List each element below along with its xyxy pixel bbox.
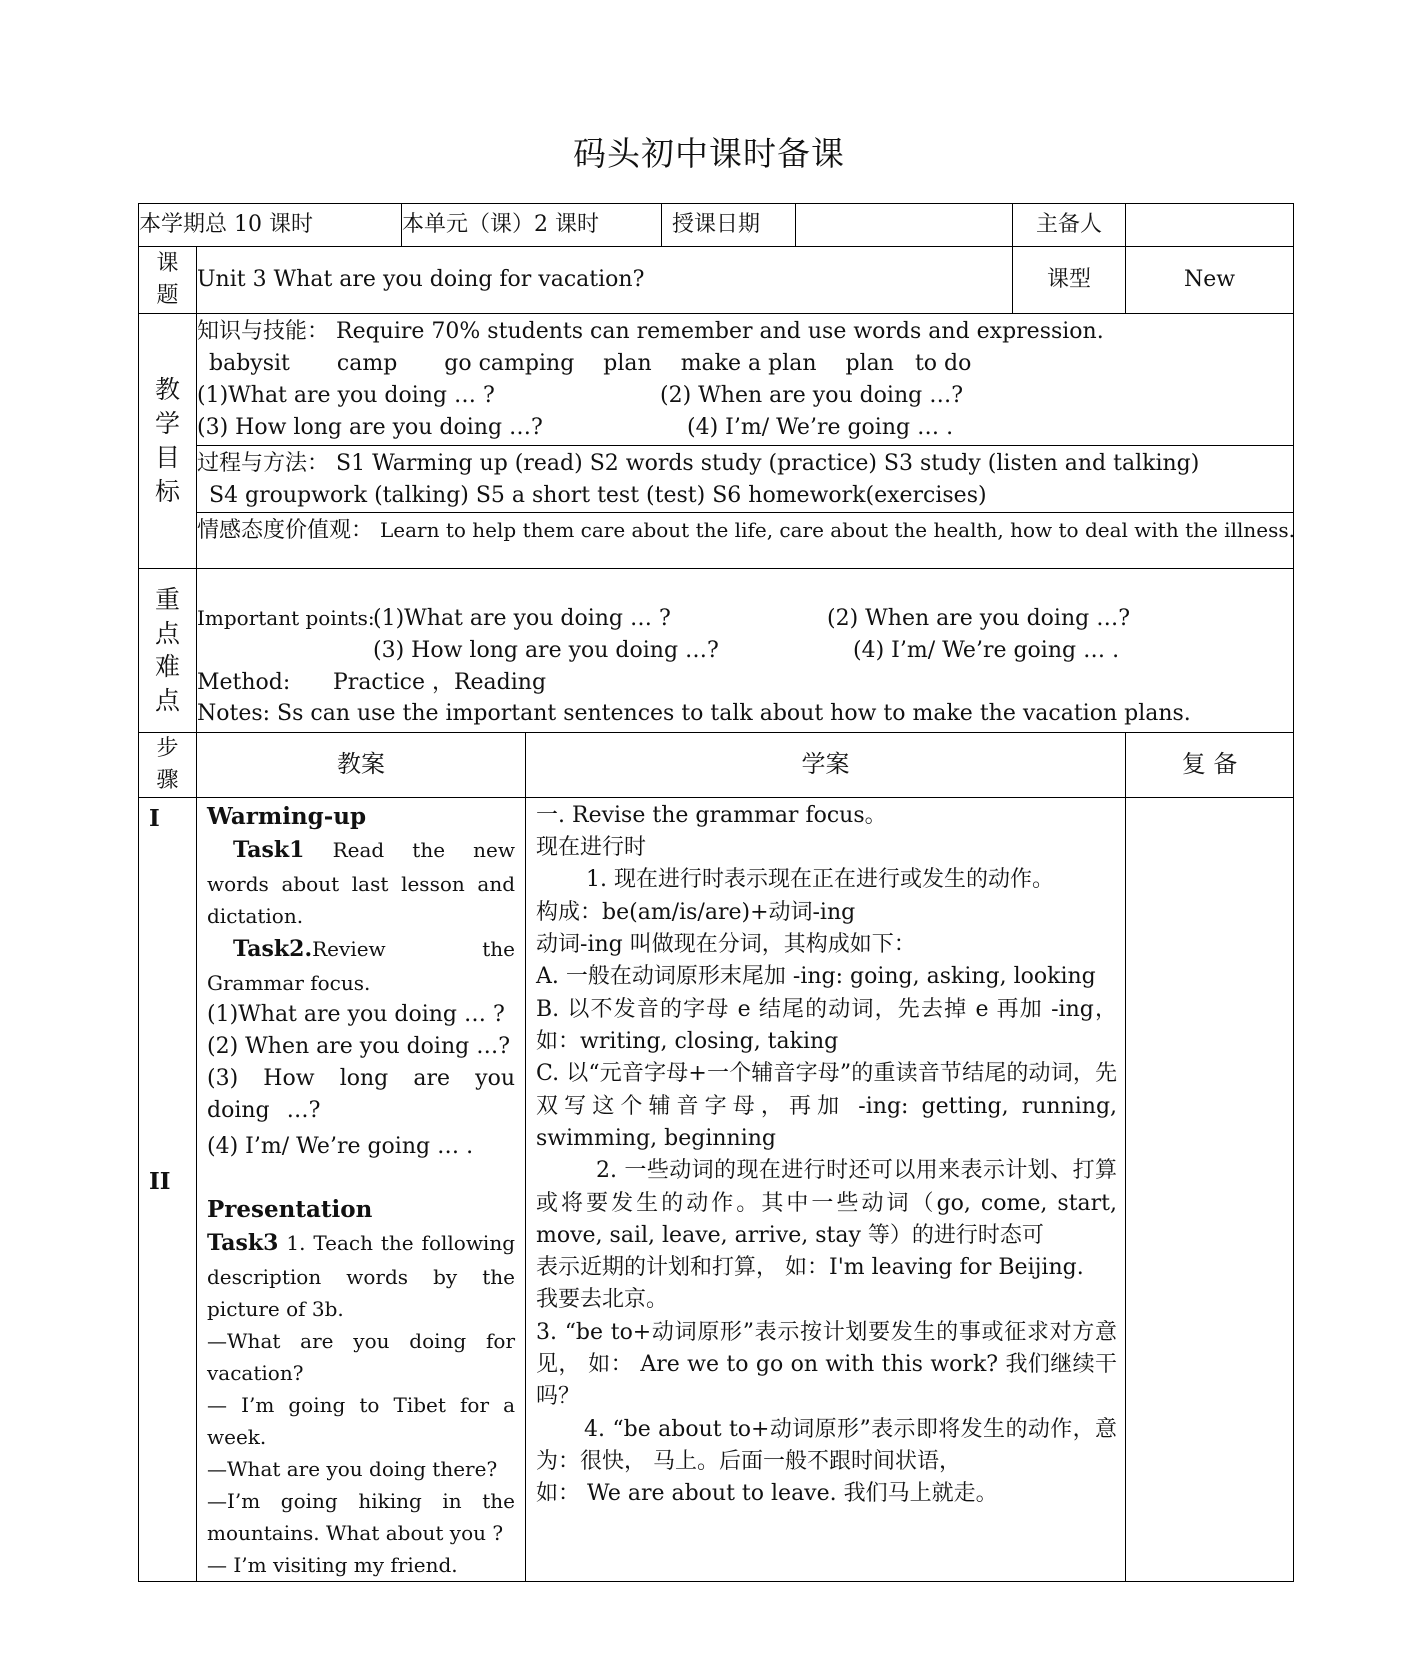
unit-hours-cell xyxy=(402,204,662,247)
learning-line-1: 一. Revise the grammar focus。 xyxy=(536,802,887,828)
process-line-2: S4 groupwork (talking) S5 a short test (test) S6 homework(exercises) xyxy=(209,482,987,508)
semester-total: 本学期总 10 课时 xyxy=(139,212,313,238)
steps-column xyxy=(139,797,197,1582)
presentation-title: Presentation xyxy=(207,1195,373,1223)
lesson-type-value: New xyxy=(1126,247,1294,314)
review-cell xyxy=(1126,797,1294,1582)
key-points-row xyxy=(139,568,1294,732)
content-row xyxy=(139,797,1294,1582)
sentence-line-1: (1)What are you doing … ? (2) When are you doing …? xyxy=(197,382,964,408)
warmup-title: Warming-up xyxy=(207,802,367,830)
review-q2: (2) When are you doing …? xyxy=(207,1034,511,1060)
learning-line-11: 我要去北京。 xyxy=(536,1287,669,1313)
steps-header: 步 骤 xyxy=(139,732,197,797)
learning-line-12: 3. “be to+动词原形”表示按计划要发生的事或征求对方意见， 如： Are we to go on with this work? 我们继续干吗？ xyxy=(536,1319,1118,1410)
learning-line-8: C. 以“元音字母+一个辅音字母”的重读音节结尾的动词，先双写这个辅音字母，再加 -ing: getting, running, swimming, beginning xyxy=(536,1061,1118,1151)
dialog-line-4: —I’m going hiking in the mountains. What about you ? xyxy=(207,1489,516,1546)
task1: Task1 Read the new words about last lesson and dictation. xyxy=(207,836,516,929)
knowledge-cell xyxy=(197,314,1294,446)
preparer-label: 主备人 xyxy=(1013,204,1126,247)
learning-line-3: 1. 现在进行时表示现在正在进行或发生的动作。 xyxy=(586,867,1055,893)
dialog-line-1: —What are you doing for vacation? xyxy=(207,1329,516,1386)
teaching-plan-header: 教案 xyxy=(197,732,526,797)
step-2: II xyxy=(149,1167,171,1195)
process-label: 过程与方法： xyxy=(197,451,330,476)
emotion-text: Learn to help them care about the life, care about the health, how to deal with the illness. xyxy=(380,517,1295,542)
step-1: I xyxy=(149,804,160,832)
objectives-process-row xyxy=(139,446,1294,513)
review-q3: (3) How long are you doing …? xyxy=(207,1066,516,1123)
topic-text: Unit 3 What are you doing for vacation? xyxy=(197,247,1013,314)
unit-hours: 本单元（课）2 课时 xyxy=(402,212,600,238)
task3: Task3 1. Teach the following description words by the picture of 3b. xyxy=(207,1230,516,1322)
word-list: babysit camp go camping plan make a plan plan to do xyxy=(209,350,972,376)
sentence-line-2: (3) How long are you doing …? (4) I’m/ We’re going … . xyxy=(197,414,954,440)
process-line-1: 过程与方法： S1 Warming up (read) S2 words study (practice) S3 study (listen and talking) xyxy=(197,451,1200,476)
lesson-type-label: 课型 xyxy=(1013,247,1126,314)
key-points-label: 重 点 难 点 xyxy=(139,568,197,732)
dialog-line-2: — I’m going to Tibet for a week. xyxy=(207,1393,516,1450)
teaching-plan-cell xyxy=(197,797,526,1582)
learning-line-6: A. 一般在动词原形末尾加 -ing: going, asking, looking xyxy=(536,964,1096,990)
topic-label: 课 题 xyxy=(139,247,197,314)
preparer-value xyxy=(1126,204,1294,247)
learning-line-14: 如： We are about to leave. 我们马上就走。 xyxy=(536,1481,998,1507)
learning-line-13: 4. “be about to+动词原形”表示即将发生的动作，意为：很快， 马上。后面一般不跟时间状语， xyxy=(536,1416,1118,1475)
objectives-emotion-row xyxy=(139,512,1294,568)
emotion-cell xyxy=(197,512,1294,568)
review-q4: (4) I’m/ We’re going … . xyxy=(207,1133,474,1159)
column-header-row xyxy=(139,732,1294,797)
process-cell xyxy=(197,446,1294,513)
task2: Task2.Review the Grammar focus. xyxy=(207,936,516,996)
objectives-label: 教 学 目 标 xyxy=(139,314,197,569)
emotion-label: 情感态度价值观： xyxy=(197,517,374,543)
objectives-knowledge-row xyxy=(139,314,1294,446)
knowledge-text: Require 70% students can remember and use words and expression. xyxy=(336,319,1104,344)
review-header: 复 备 xyxy=(1126,732,1294,797)
method-line: Method: Practice ，Reading xyxy=(197,669,547,695)
knowledge-label: 知识与技能： xyxy=(197,319,330,344)
date-cell xyxy=(662,204,1013,247)
learning-line-9: 2. 一些动词的现在进行时还可以用来表示计划、打算或将要发生的动作。其中一些动词（go, come, start, move, sail, leave, arrive, stay 等）的进行时态可 xyxy=(536,1158,1118,1248)
topic-row xyxy=(139,247,1294,314)
dialog-line-5: — I’m visiting my friend. xyxy=(207,1553,458,1578)
date-value xyxy=(796,204,1012,246)
review-q1: (1)What are you doing … ? xyxy=(207,1002,505,1028)
notes-line: Notes: Ss can use the important sentences to talk about how to make the vacation plans. xyxy=(197,701,1191,727)
learning-plan-cell xyxy=(526,797,1126,1582)
dialog-line-3: —What are you doing there? xyxy=(207,1457,498,1482)
header-row xyxy=(139,204,1294,247)
important-line-2: (3) How long are you doing …? (4) I’m/ We’re going … . xyxy=(373,637,1120,663)
learning-line-10: 表示近期的计划和打算， 如：I'm leaving for Beijing. xyxy=(536,1255,1084,1281)
learning-line-7: B. 以不发音的字母 e 结尾的动词，先去掉 e 再加 -ing，如：writing, closing, taking xyxy=(536,996,1118,1054)
learning-plan-header: 学案 xyxy=(526,732,1126,797)
key-points-cell xyxy=(197,568,1294,732)
knowledge-line xyxy=(197,316,1293,348)
document-title: 码头初中课时备课 xyxy=(573,134,845,173)
lesson-plan-table xyxy=(138,203,1294,1582)
important-line-1: Important points:(1)What are you doing … ? (2) When are you doing …? xyxy=(197,605,1131,631)
semester-total-cell xyxy=(139,204,402,247)
learning-line-5: 动词-ing 叫做现在分词，其构成如下： xyxy=(536,931,916,957)
date-label: 授课日期 xyxy=(662,204,796,246)
learning-line-4: 构成：be(am/is/are)+动词-ing xyxy=(536,899,856,925)
learning-line-2: 现在进行时 xyxy=(536,834,647,860)
